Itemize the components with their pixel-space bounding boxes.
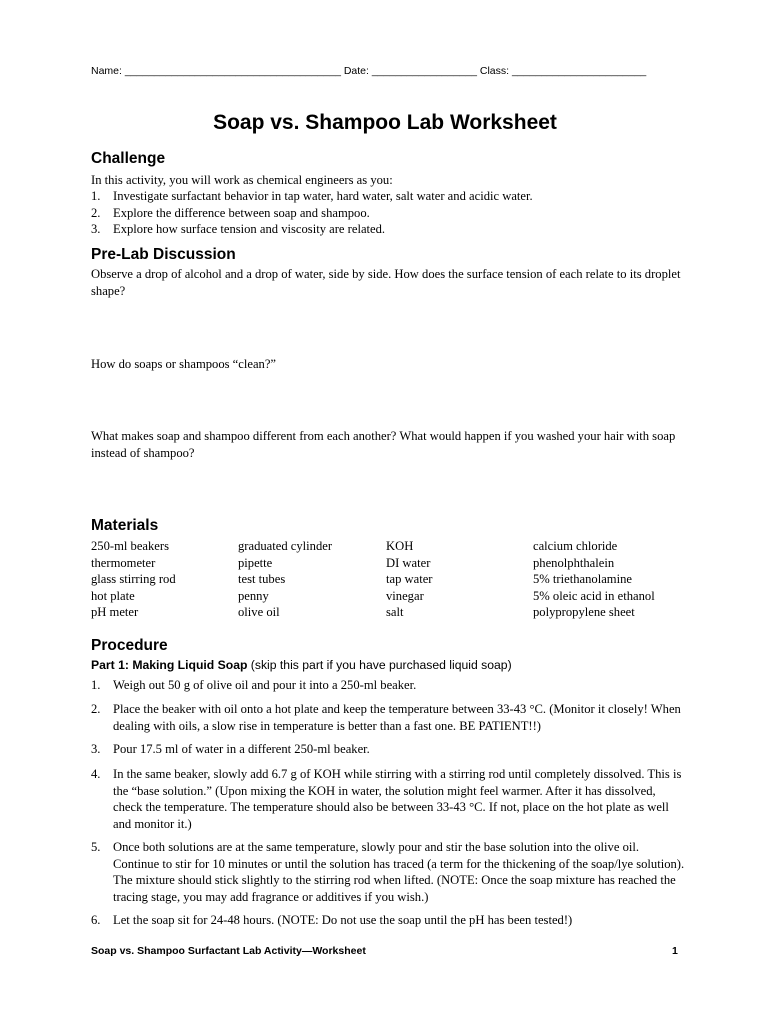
step-number: 3. <box>91 742 101 756</box>
challenge-item <box>91 221 687 238</box>
step-text: In the same beaker, slowly add 6.7 g of KOH while stirring with a stirring rod until completely dissolved. This is the “base solution.” (Upon mixing the KOH in water, the solution might feel warmer. After it has dissolved, check the temperature. The temperature should also be between 33-43 °C. If not, place on the hot plate as well and monitor it.) <box>113 767 682 831</box>
material-item: hot plate <box>91 588 135 603</box>
procedure-step <box>91 839 687 905</box>
material-item: 5% triethanolamine <box>533 572 632 587</box>
part1-note: (skip this part if you have purchased liquid soap) <box>247 658 512 672</box>
material-item: thermometer <box>91 555 156 570</box>
part1-title: Part 1: Making Liquid Soap <box>91 658 248 672</box>
prelab-heading: Pre-Lab Discussion <box>91 246 236 263</box>
prelab-question-2: How do soaps or shampoos “clean?” <box>91 357 277 371</box>
step-number: 4. <box>91 767 101 781</box>
materials-column-3 <box>386 538 433 621</box>
list-number: 2. <box>91 206 101 220</box>
procedure-step <box>91 766 687 832</box>
material-item: KOH <box>386 539 414 553</box>
procedure-step <box>91 912 687 929</box>
material-item: salt <box>386 605 404 620</box>
material-item: test tubes <box>238 572 286 587</box>
challenge-item <box>91 188 687 205</box>
materials-heading: Materials <box>91 517 159 534</box>
part1-heading <box>91 658 512 672</box>
challenge-heading: Challenge <box>91 150 166 167</box>
materials-column-2 <box>238 538 332 621</box>
prelab-question-1: Observe a drop of alcohol and a drop of water, side by side. How does the surface tension of each relate to its droplet shape? <box>91 267 681 298</box>
material-item: phenolphthalein <box>533 555 615 570</box>
challenge-intro: In this activity, you will work as chemical engineers as you: <box>91 173 393 187</box>
list-text: Explore the difference between soap and shampoo. <box>113 206 370 220</box>
material-item: penny <box>238 588 269 603</box>
material-item: polypropylene sheet <box>533 605 635 620</box>
list-text: Explore how surface tension and viscosity are related. <box>113 222 386 236</box>
step-number: 6. <box>91 913 101 927</box>
page-number: 1 <box>672 945 678 957</box>
step-text: Place the beaker with oil onto a hot plate and keep the temperature between 33-43 °C. (Monitor it closely! When dealing with oils, a slow rise in temperature is better than a fast one. BE PATIENT!!) <box>113 702 681 733</box>
list-text: Investigate surfactant behavior in tap water, hard water, salt water and acidic water. <box>113 189 533 203</box>
procedure-step <box>91 677 687 694</box>
step-text: Once both solutions are at the same temperature, slowly pour and stir the base solution into the olive oil. Continue to stir for 10 minutes or until the solution has traced (a term for the thickening of the soap/lye solution). The mixture should stick slightly to the stirring rod when lifted. (NOTE: Once the soap mixture has reached the tracing stage, you may add fragrance or additives if you wish.) <box>113 840 685 904</box>
material-item: 5% oleic acid in ethanol <box>533 588 655 603</box>
material-item: vinegar <box>386 588 424 603</box>
material-item: calcium chloride <box>533 539 618 553</box>
prelab-question-3: What makes soap and shampoo different from each another? What would happen if you washed your hair with soap instead of shampoo? <box>91 429 676 460</box>
material-item: pH meter <box>91 605 139 620</box>
student-info-line: Name: _____________________________________ Date: __________________ Class: _______________________ <box>91 65 647 77</box>
material-item: 250-ml beakers <box>91 539 169 553</box>
list-number: 3. <box>91 222 101 236</box>
materials-column-1 <box>91 538 176 621</box>
step-text: Let the soap sit for 24-48 hours. (NOTE: Do not use the soap until the pH has been tested!) <box>113 913 573 927</box>
material-item: glass stirring rod <box>91 572 176 587</box>
footer-title: Soap vs. Shampoo Surfactant Lab Activity—Worksheet <box>91 945 366 957</box>
page-title: Soap vs. Shampoo Lab Worksheet <box>213 111 557 134</box>
step-text: Pour 17.5 ml of water in a different 250-ml beaker. <box>113 742 370 756</box>
step-text: Weigh out 50 g of olive oil and pour it into a 250-ml beaker. <box>113 678 417 692</box>
step-number: 5. <box>91 840 101 854</box>
step-number: 1. <box>91 678 101 692</box>
material-item: graduated cylinder <box>238 539 333 553</box>
materials-column-4 <box>533 538 655 621</box>
material-item: pipette <box>238 555 273 570</box>
procedure-step <box>91 701 687 734</box>
material-item: DI water <box>386 555 431 570</box>
challenge-item <box>91 205 687 222</box>
material-item: tap water <box>386 572 433 587</box>
procedure-step <box>91 741 687 758</box>
list-number: 1. <box>91 189 101 203</box>
step-number: 2. <box>91 702 101 716</box>
material-item: olive oil <box>238 605 280 620</box>
procedure-heading: Procedure <box>91 637 168 654</box>
